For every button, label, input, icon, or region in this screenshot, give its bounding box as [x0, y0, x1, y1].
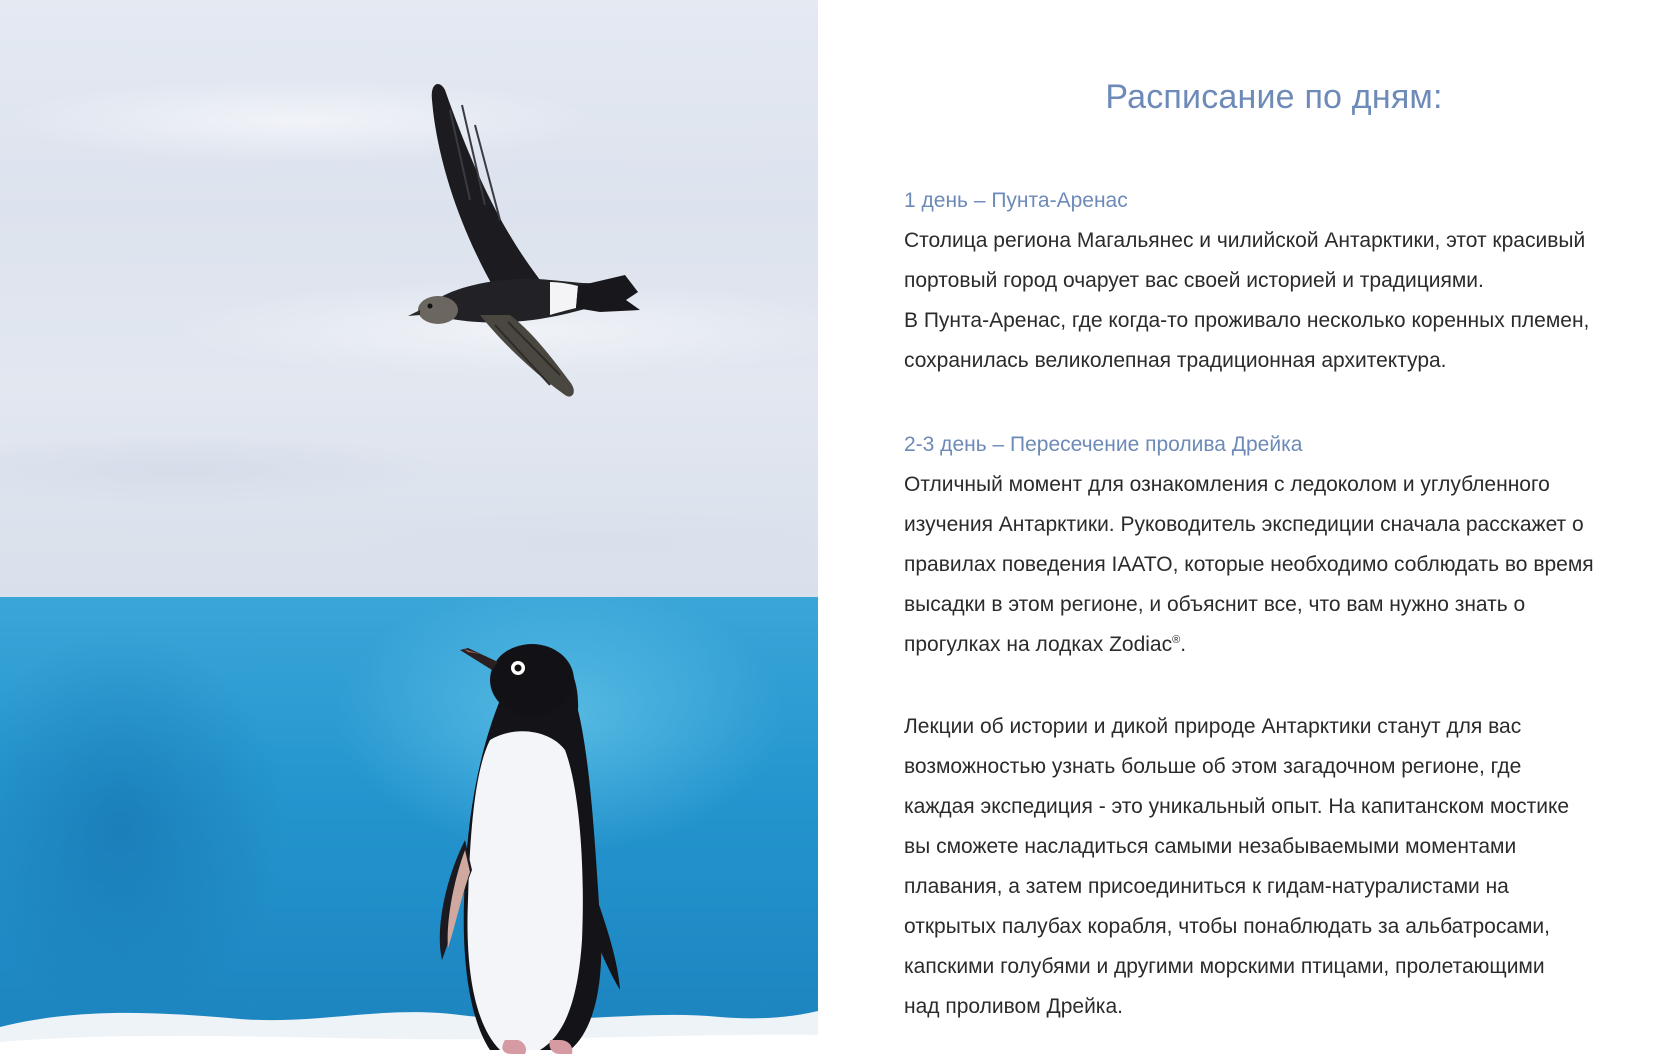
text-line: открытых палубах корабля, чтобы понаблюдать за альбатросами, [904, 915, 1550, 938]
photo-column [0, 0, 818, 1057]
text-line: Столица региона Магальянес и чилийской Антарктики, этот красивый [904, 229, 1586, 252]
day-2-3-description [904, 465, 1644, 665]
snow-ground [0, 997, 818, 1057]
day-1-description [904, 221, 1644, 381]
text-line: над проливом Дрейка. [904, 995, 1123, 1018]
registered-mark: ® [1172, 634, 1181, 646]
page-title: Расписание по дням: [1105, 78, 1443, 116]
text-line: плавания, а затем присоединиться к гидам-натуралистами на [904, 875, 1509, 898]
schedule-content [904, 0, 1644, 1057]
text-line: капскими голубями и другими морскими птицами, пролетающими [904, 955, 1545, 978]
text-line [904, 625, 1644, 665]
day-2-3-lectures [904, 707, 1644, 1027]
text-line: правилах поведения IAATO, которые необходимо соблюдать во время [904, 553, 1594, 576]
day-2-3-heading: 2-3 день – Пересечение пролива Дрейка [904, 433, 1303, 456]
day-1-heading: 1 день – Пунта-Аренас [904, 189, 1128, 212]
text-line: изучения Антарктики. Руководитель экспедиции сначала расскажет о [904, 513, 1584, 536]
text-line: высадки в этом регионе, и объяснит все, что вам нужно знать о [904, 593, 1526, 616]
text-line: Лекции об истории и дикой природе Антарктики станут для вас [904, 715, 1522, 738]
text-line: вы сможете насладиться самыми незабываемыми моментами [904, 835, 1517, 858]
photo-penguin-on-ice [0, 597, 818, 1057]
photo-bird-over-snow [0, 0, 818, 597]
text-line: портовый город очарует вас своей историей и традициями. [904, 269, 1484, 292]
text-line: каждая экспедиция - это уникальный опыт. На капитанском мостике [904, 795, 1570, 818]
text-line: В Пунта-Аренас, где когда-то проживало несколько коренных племен, [904, 309, 1590, 332]
text-line: сохранилась великолепная традиционная архитектура. [904, 349, 1447, 372]
text-line: Отличный момент для ознакомления с ледоколом и углубленного [904, 473, 1550, 496]
text-segment: . [1180, 633, 1187, 656]
penguin-illustration [420, 640, 680, 1057]
text-line: возможностью узнать больше об этом загадочном регионе, где [904, 755, 1522, 778]
text-segment: прогулках на лодках Zodiac [904, 633, 1173, 656]
bird-illustration [400, 70, 640, 410]
